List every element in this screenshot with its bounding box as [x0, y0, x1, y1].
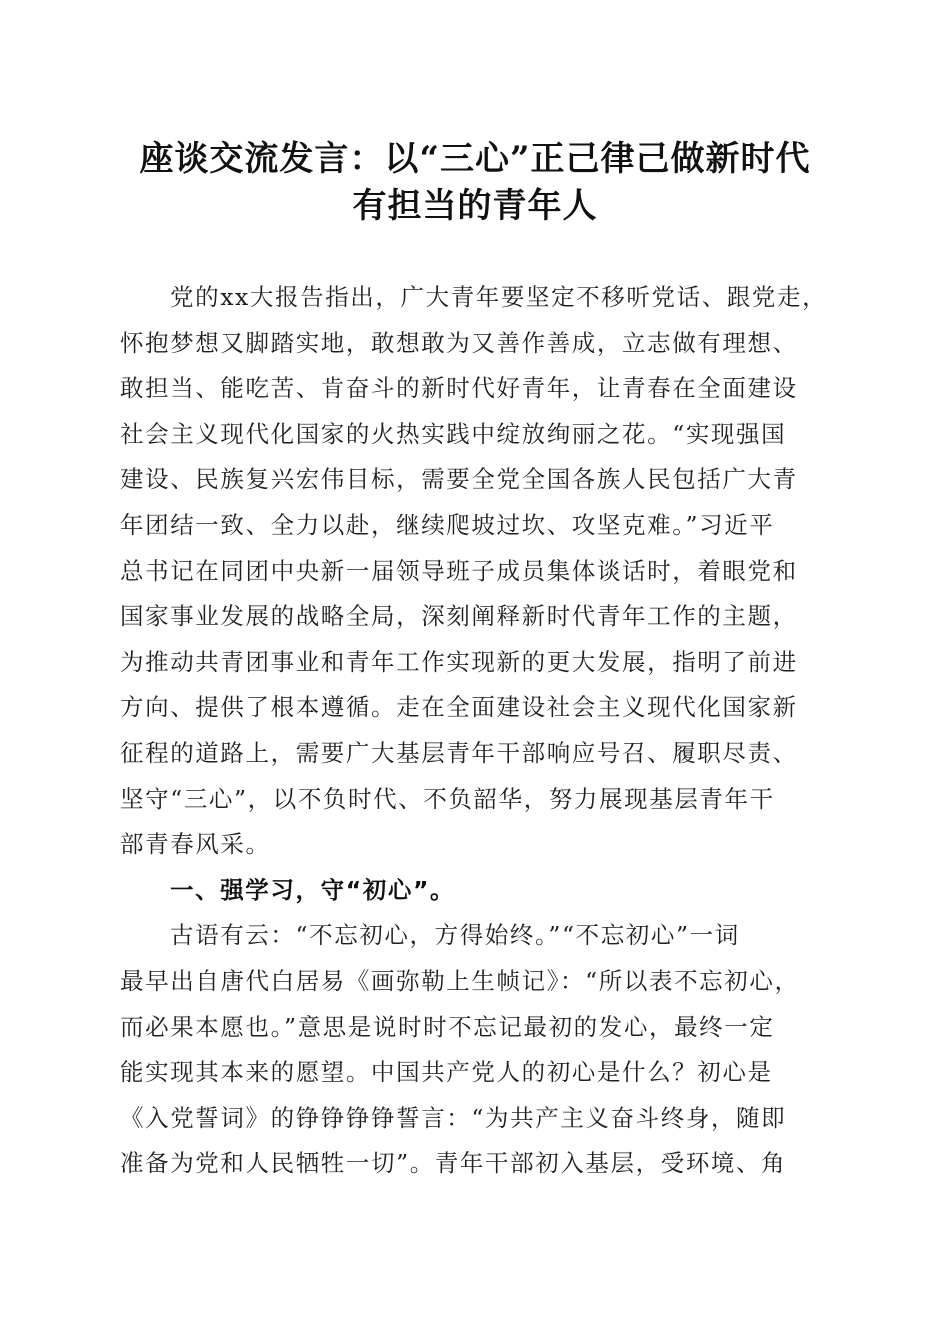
body-line: 坚守“三心”，以不负时代、不负韶华，努力展现基层青年干	[120, 784, 775, 813]
body-line: 党的xx大报告指出，广大青年要坚定不移听党话、跟党走，	[170, 283, 828, 311]
body-line: 《入党誓词》的铮铮铮铮誓言：“为共产主义奋斗终身，随即	[120, 1103, 787, 1132]
body-line: 总书记在同团中央新一届领导班子成员集体谈话时，着眼党和	[120, 556, 798, 585]
document-title	[100, 136, 850, 230]
body-line: 社会主义现代化国家的火热实践中绽放绚丽之花。“实现强国	[120, 419, 787, 448]
body-line: 部青春风采。	[120, 830, 271, 859]
body-line: 而必果本愿也。”意思是说时时不忘记最初的发心，最终一定	[120, 1012, 775, 1041]
body-line: 为推动共青团事业和青年工作实现新的更大发展，指明了前进	[120, 647, 798, 676]
title-line-1: 座谈交流发言：以“三心”正己律己做新时代	[139, 139, 811, 179]
body-line: 方向、提供了根本遵循。走在全面建设社会主义现代化国家新	[120, 693, 798, 722]
body-line: 敢担当、能吃苦、肯奋斗的新时代好青年，让青春在全面建设	[120, 374, 798, 403]
document-body	[120, 275, 832, 1187]
body-line: 古语有云：“不忘初心，方得始终。”“不忘初心”一词	[170, 921, 740, 950]
body-line: 国家事业发展的战略全局，深刻阐释新时代青年工作的主题，	[120, 602, 798, 631]
body-line: 征程的道路上，需要广大基层青年干部响应号召、履职尽责、	[120, 738, 798, 767]
section-heading: 一、强学习，守“初心”。	[170, 875, 456, 904]
body-line: 最早出自唐代白居易《画弥勒上生帧记》：“所以表不忘初心，	[120, 966, 800, 995]
title-line-2: 有担当的青年人	[352, 186, 598, 226]
body-line: 建设、民族复兴宏伟目标，需要全党全国各族人民包括广大青	[120, 465, 798, 494]
body-line: 年团结一致、全力以赴，继续爬坡过坎、攻坚克难。”习近平	[120, 510, 775, 539]
body-line: 怀抱梦想又脚踏实地，敢想敢为又善作善成，立志做有理想、	[120, 328, 798, 357]
body-line: 准备为党和人民牺牲一切”。青年干部初入基层，受环境、角	[120, 1149, 787, 1178]
body-line: 能实现其本来的愿望。中国共产党人的初心是什么？初心是	[120, 1058, 773, 1087]
